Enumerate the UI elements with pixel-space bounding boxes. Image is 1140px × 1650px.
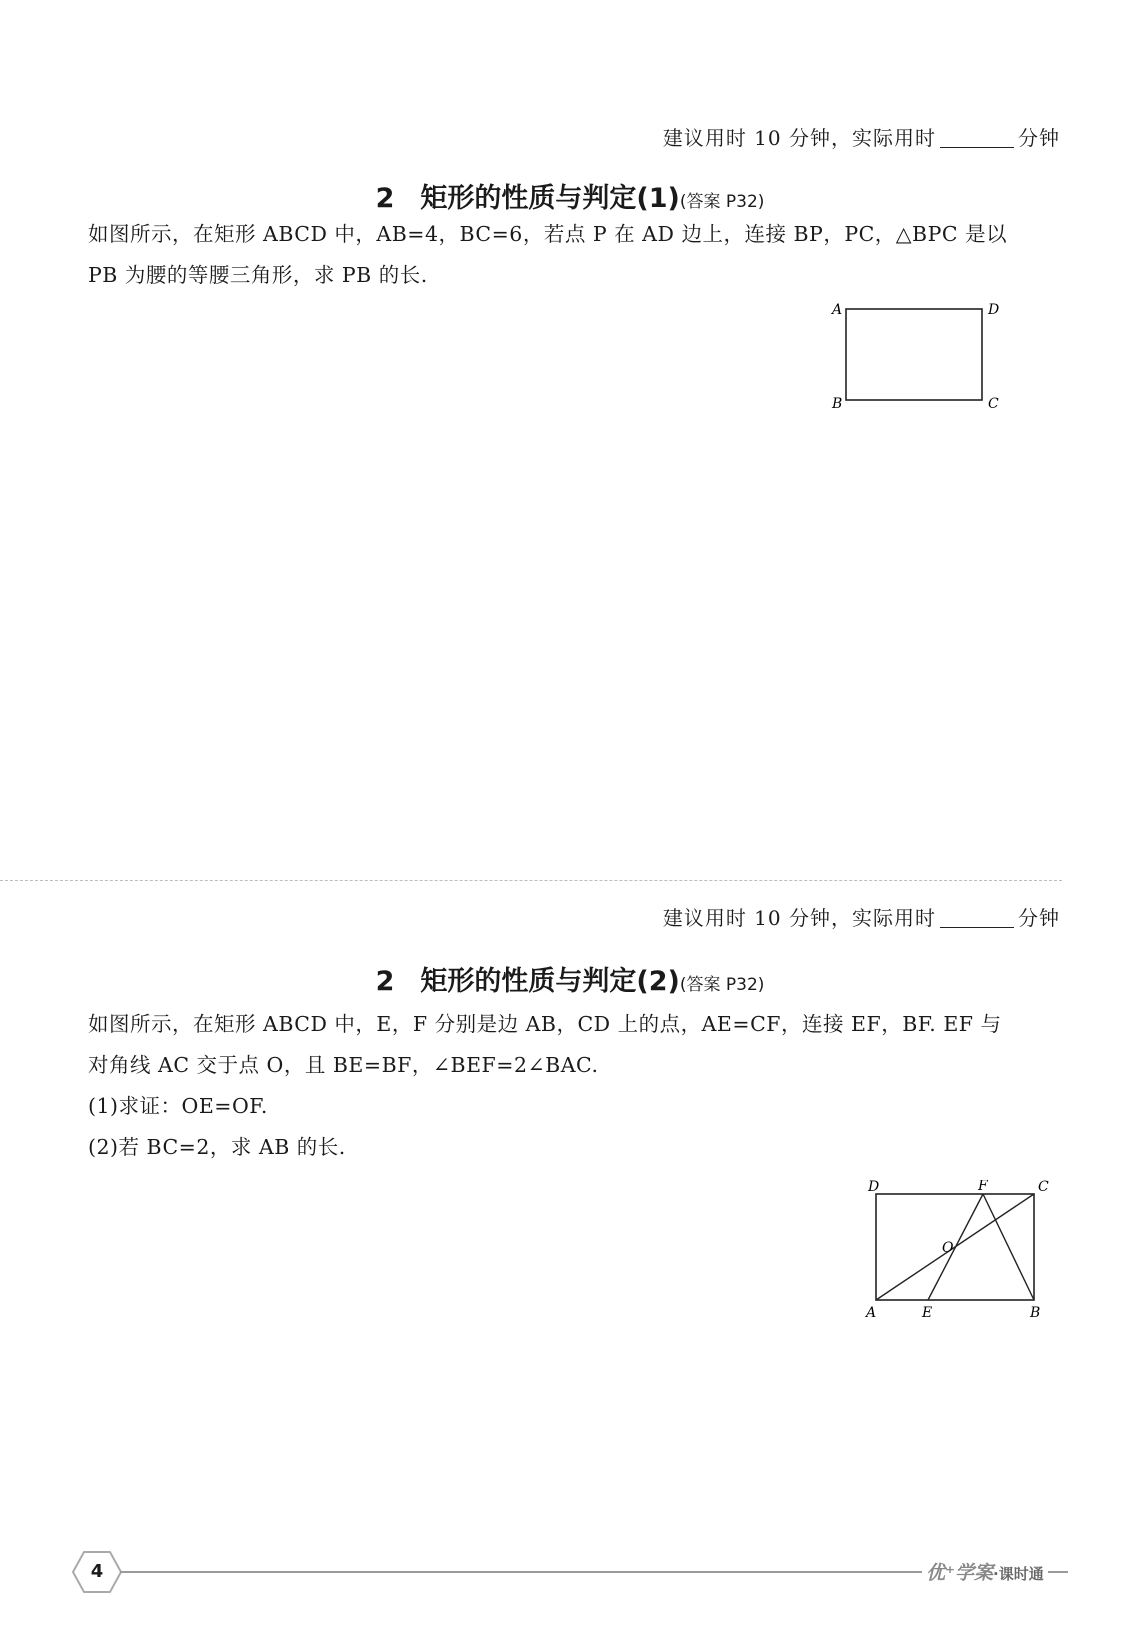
time-hint-prefix: 建议用时 10 分钟，实际用时	[662, 126, 936, 150]
problem-text-2	[88, 1004, 1058, 1168]
footer-rule-end	[1048, 1571, 1068, 1573]
time-hint-suffix: 分钟	[1018, 126, 1060, 150]
question-1: (1)求证：OE=OF.	[88, 1094, 268, 1118]
time-hint-suffix: 分钟	[1018, 906, 1060, 930]
problem-line: 如图所示，在矩形 ABCD 中，AB=4，BC=6，若点 P 在 AD 边上，连接 BP，PC，△BPC 是以	[88, 222, 1008, 246]
label-C: C	[1038, 1180, 1049, 1195]
time-hint-1	[663, 122, 1060, 151]
rectangle-figure-2	[860, 1180, 1060, 1320]
page-number: 4	[90, 1561, 104, 1582]
footer-rule	[120, 1571, 922, 1573]
label-B: B	[832, 396, 843, 412]
segment-BF	[983, 1194, 1034, 1300]
section-divider	[0, 880, 1062, 881]
segment-EF	[928, 1194, 983, 1300]
label-F: F	[978, 1180, 988, 1194]
problem-line: 对角线 AC 交于点 O，且 BE=BF，∠BEF=2∠BAC.	[88, 1053, 599, 1077]
section-title-text: 矩形的性质与判定(1)	[420, 183, 680, 214]
page-number-badge	[72, 1550, 122, 1594]
time-hint-2	[663, 902, 1060, 931]
time-hint-prefix: 建议用时 10 分钟，实际用时	[662, 906, 936, 930]
label-D: D	[868, 1180, 880, 1195]
label-A: A	[832, 302, 843, 318]
section-number: 2	[375, 183, 395, 214]
answer-reference: (答案 P32)	[679, 975, 765, 995]
section-number: 2	[375, 966, 395, 997]
section-title-2	[0, 959, 1140, 998]
problem-text-1	[88, 214, 1058, 296]
label-D: D	[988, 302, 1000, 318]
label-O: O	[942, 1240, 954, 1256]
time-blank	[940, 927, 1014, 928]
time-blank	[940, 147, 1014, 148]
brand-sub: ·课时通	[993, 1565, 1044, 1583]
brand-logo	[926, 1558, 1044, 1585]
question-2: (2)若 BC=2，求 AB 的长.	[88, 1135, 346, 1159]
section-title-1	[0, 176, 1140, 215]
label-A: A	[866, 1305, 877, 1320]
rectangle-figure-1	[820, 296, 1020, 418]
problem-line: PB 为腰的等腰三角形，求 PB 的长.	[88, 263, 428, 287]
problem-line: 如图所示，在矩形 ABCD 中，E，F 分别是边 AB，CD 上的点，AE=CF，连接 EF，BF. EF 与	[88, 1012, 1002, 1036]
label-B: B	[1030, 1305, 1041, 1320]
brand-main: 优⁺学案	[926, 1562, 994, 1584]
label-E: E	[922, 1305, 933, 1320]
answer-reference: (答案 P32)	[679, 192, 765, 212]
label-C: C	[988, 396, 999, 412]
section-title-text: 矩形的性质与判定(2)	[420, 966, 680, 997]
